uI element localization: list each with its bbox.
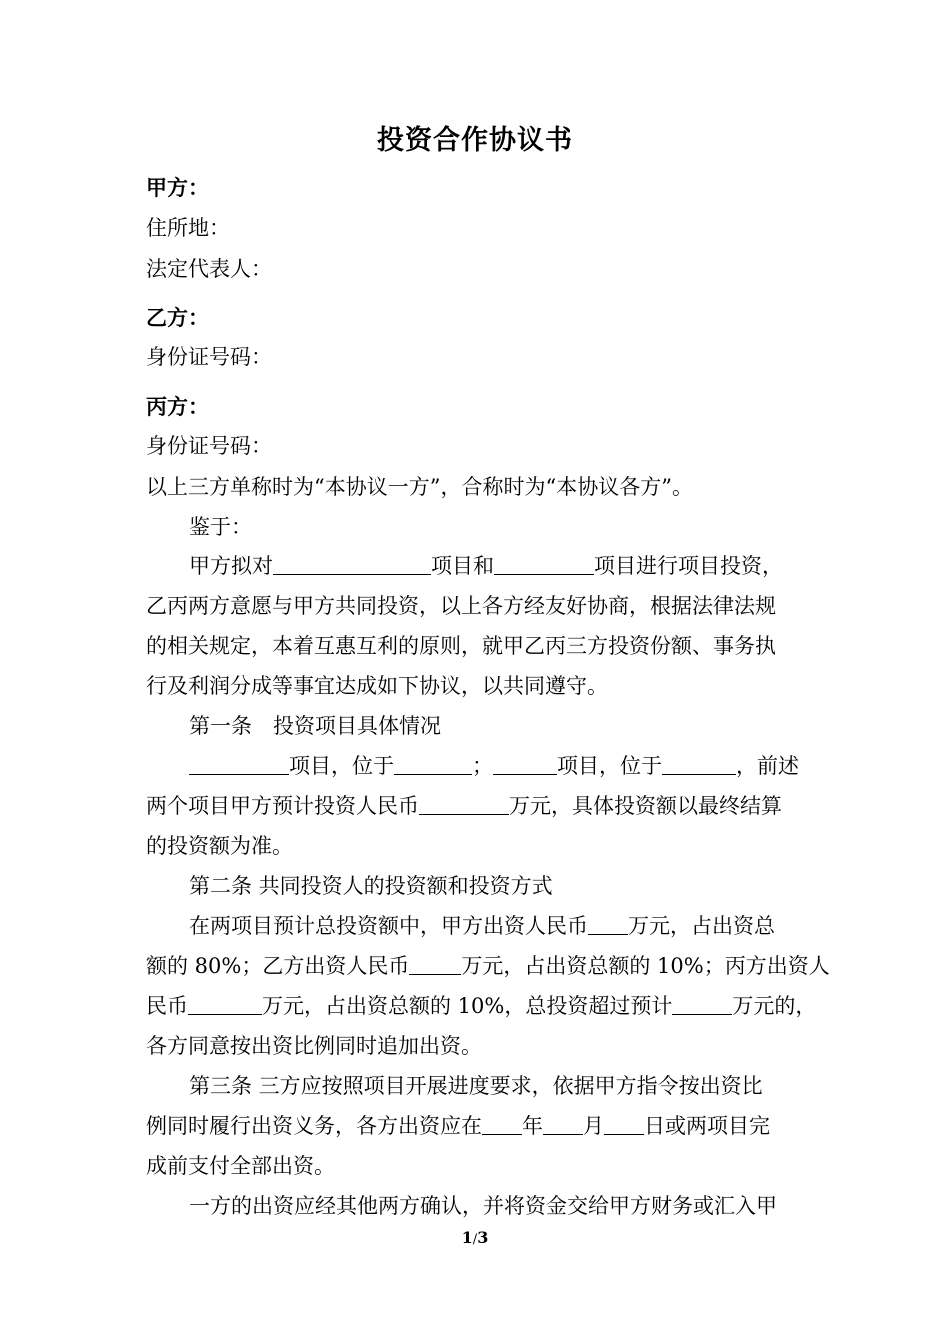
preamble-line-4: 行及利润分成等事宜达成如下协议，以共同遵守。: [146, 674, 608, 698]
article-3-line-3: 成前支付全部出资。: [146, 1154, 335, 1178]
preamble-line-1: [189, 552, 783, 580]
blank-field: [394, 754, 472, 775]
article-1-line-3: 的投资额为准。: [146, 834, 293, 858]
article-1-line-2: [146, 792, 782, 820]
party-a-representative: 法定代表人：: [146, 257, 272, 281]
party-b-label: 乙方：: [146, 305, 209, 330]
party-c-label: 丙方：: [146, 394, 209, 419]
blank-field: [273, 554, 431, 575]
party-a-label: 甲方：: [146, 175, 209, 200]
text: 万元，占出资总额的 10%，总投资超过预计: [262, 994, 673, 1018]
blank-field: [482, 1114, 522, 1135]
article-2-line-2: [146, 952, 830, 980]
last-paragraph-line: 一方的出资应经其他两方确认，并将资金交给甲方财务或汇入甲: [189, 1194, 777, 1218]
article-1-line-1: [189, 752, 799, 780]
party-a-address: 住所地：: [146, 216, 230, 240]
preamble-line-2: 乙丙两方意愿与甲方共同投资，以上各方经友好协商，根据法律法规: [146, 594, 776, 618]
page-number: [0, 1228, 950, 1247]
page-total: 3: [477, 1228, 489, 1247]
blank-field: [494, 554, 594, 575]
article-2-line-3: [146, 992, 816, 1020]
text: 在两项目预计总投资额中，甲方出资人民币: [189, 914, 588, 938]
article-2-line-1: [189, 912, 775, 940]
blank-field: [604, 1114, 644, 1135]
article-1-heading: 第一条 投资项目具体情况: [189, 714, 441, 738]
text: 例同时履行出资义务，各方出资应在: [146, 1114, 482, 1138]
blank-field: [188, 994, 262, 1015]
text: 民币: [146, 994, 188, 1018]
blank-field: [588, 914, 628, 935]
blank-field: [189, 754, 289, 775]
page-separator: /: [472, 1232, 478, 1247]
whereas: 鉴于：: [189, 515, 252, 539]
blank-field: [672, 994, 732, 1015]
text: 万元，具体投资额以最终结算: [509, 794, 782, 818]
page-current: 1: [461, 1228, 473, 1247]
blank-field: [409, 954, 461, 975]
text: 日或两项目完: [644, 1114, 770, 1138]
text: 项目，位于: [557, 754, 662, 778]
text: 项目进行项目投资，: [594, 554, 783, 578]
blank-field: [419, 794, 509, 815]
text: ；: [472, 754, 493, 778]
party-b-id: 身份证号码：: [146, 345, 272, 369]
text: ，前述: [736, 754, 799, 778]
text: 额的 80%；乙方出资人民币: [146, 954, 410, 978]
names-note: 以上三方单称时为“本协议一方”，合称时为“本协议各方”。: [146, 475, 693, 499]
blank-field: [493, 754, 557, 775]
text: 万元，占出资总: [628, 914, 775, 938]
blank-field: [662, 754, 736, 775]
text: 万元的，: [732, 994, 817, 1018]
text: 两个项目甲方预计投资人民币: [146, 794, 419, 818]
text: 万元，占出资总额的 10%；丙方出资人: [461, 954, 830, 978]
text: 年: [522, 1114, 543, 1138]
text: 项目和: [431, 554, 494, 578]
article-2-heading: 第二条 共同投资人的投资额和投资方式: [189, 874, 553, 898]
article-3-line-1: 第三条 三方应按照项目开展进度要求，依据甲方指令按出资比: [189, 1074, 763, 1098]
blank-field: [543, 1114, 583, 1135]
document-title: 投资合作协议书: [377, 125, 573, 156]
party-c-id: 身份证号码：: [146, 434, 272, 458]
text: 甲方拟对: [189, 554, 273, 578]
article-3-line-2: [146, 1112, 770, 1140]
text: 月: [583, 1114, 604, 1138]
article-2-line-4: 各方同意按出资比例同时追加出资。: [146, 1034, 482, 1058]
text: 项目，位于: [289, 754, 394, 778]
preamble-line-3: 的相关规定，本着互惠互利的原则，就甲乙丙三方投资份额、事务执: [146, 634, 776, 658]
